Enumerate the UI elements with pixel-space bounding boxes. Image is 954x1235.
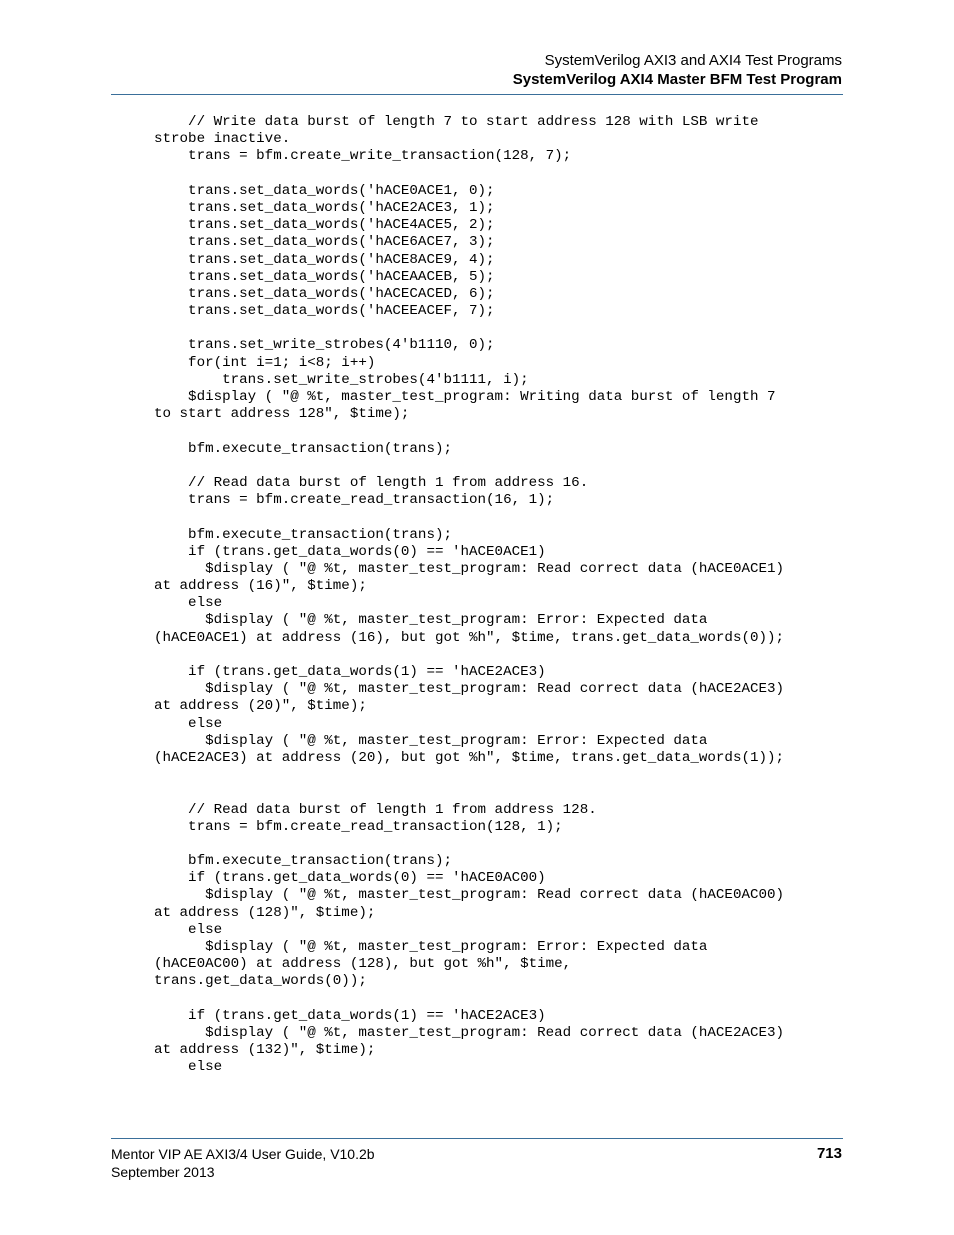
page-number: 713 (816, 1145, 842, 1162)
code-line: $display ( "@ %t, master_test_program: Writing data burst of length 7 (154, 389, 776, 405)
code-line: else (154, 1059, 223, 1076)
code-line: if (trans.get_data_words(0) == 'hACE0AC00) (154, 870, 546, 887)
code-line: else (154, 921, 223, 938)
code-line (154, 784, 784, 801)
code-line: $display ( "@ %t, master_test_program: Read correct data (hACE2ACE3) (154, 1024, 785, 1041)
code-line (154, 647, 784, 664)
page-footer (111, 1145, 375, 1181)
code-line: trans.set_data_words('hACEEACEF, 7); (154, 303, 495, 320)
code-line: trans.get_data_words(0)); (154, 973, 367, 990)
code-line: trans.set_data_words('hACEAACEB, 5); (154, 268, 495, 285)
code-line (154, 991, 784, 1008)
code-line: for(int i=1; i<8; i++) (154, 354, 376, 371)
code-line: trans.set_data_words('hACE8ACE9, 4); (154, 251, 495, 268)
code-line: $display ( "@ %t, master_test_program: Error: Expected data (154, 939, 708, 955)
code-line: trans = bfm.create_write_transaction(128, 7); (154, 148, 572, 165)
code-line: trans.set_data_words('hACE0ACE1, 0); (154, 182, 495, 199)
code-line: trans.set_data_words('hACE2ACE3, 1); (154, 199, 495, 216)
code-line: // Write data burst of length 7 to start address 128 with LSB write (154, 114, 759, 130)
code-line: $display ( "@ %t, master_test_program: Error: Expected data (154, 732, 708, 749)
code-line: trans.set_data_words('hACE6ACE7, 3); (154, 234, 495, 251)
code-line (154, 166, 784, 183)
code-line: trans = bfm.create_read_transaction(16, 1); (154, 492, 555, 509)
page-header (513, 51, 842, 89)
code-line: strobe inactive. (154, 131, 291, 148)
code-line: if (trans.get_data_words(0) == 'hACE0ACE1) (154, 543, 546, 560)
code-line: bfm.execute_transaction(trans); (154, 440, 452, 457)
code-line: // Read data burst of length 1 from address 16. (154, 474, 589, 491)
code-line: at address (20)", $time); (154, 698, 367, 715)
code-line: $display ( "@ %t, master_test_program: Read correct data (hACE2ACE3) (154, 681, 785, 698)
code-line: trans.set_write_strobes(4'b1110, 0); (154, 337, 495, 354)
code-line: (hACE0ACE1) at address (16), but got %h", $time, trans.get_data_words(0)); (154, 629, 785, 646)
code-line: else (154, 715, 223, 732)
code-line (154, 423, 784, 440)
code-line: at address (16)", $time); (154, 578, 367, 595)
code-line: // Read data burst of length 1 from address 128. (154, 801, 597, 818)
code-line: to start address 128", $time); (154, 406, 410, 423)
code-line: at address (132)", $time); (154, 1042, 376, 1059)
code-line: $display ( "@ %t, master_test_program: Error: Expected data (154, 612, 708, 629)
section-title: SystemVerilog AXI4 Master BFM Test Program (512, 71, 842, 88)
code-line: trans.set_write_strobes(4'b1111, i); (154, 371, 529, 388)
code-line: if (trans.get_data_words(1) == 'hACE2ACE3) (154, 1007, 546, 1024)
code-line: bfm.execute_transaction(trans); (154, 526, 452, 543)
code-line: if (trans.get_data_words(1) == 'hACE2ACE3) (154, 664, 546, 680)
code-line: (hACE2ACE3) at address (20), but got %h", $time, trans.get_data_words(1)); (154, 749, 785, 766)
code-line (154, 509, 784, 526)
code-line: trans.set_data_words('hACECACED, 6); (154, 285, 495, 302)
code-line: bfm.execute_transaction(trans); (154, 853, 452, 870)
code-line: trans.set_data_words('hACE4ACE5, 2); (154, 217, 495, 234)
chapter-title: SystemVerilog AXI3 and AXI4 Test Programs (544, 52, 842, 69)
footer-rule (111, 1138, 843, 1139)
code-line: trans = bfm.create_read_transaction(128, 1); (154, 818, 563, 835)
code-line (154, 458, 784, 475)
code-line: (hACE0AC00) at address (128), but got %h", $time, (154, 956, 572, 973)
header-rule (111, 94, 843, 95)
code-line: else (154, 595, 223, 612)
code-line: at address (128)", $time); (154, 904, 376, 921)
code-line: $display ( "@ %t, master_test_program: Read correct data (hACE0AC00) (154, 887, 785, 904)
guide-title: Mentor VIP AE AXI3/4 User Guide, V10.2b (111, 1146, 375, 1162)
code-line (154, 836, 784, 853)
code-line (154, 320, 784, 337)
code-line: $display ( "@ %t, master_test_program: Read correct data (hACE0ACE1) (154, 560, 785, 577)
publication-date: September 2013 (111, 1164, 215, 1180)
code-line (154, 767, 784, 784)
code-listing (154, 114, 784, 1077)
